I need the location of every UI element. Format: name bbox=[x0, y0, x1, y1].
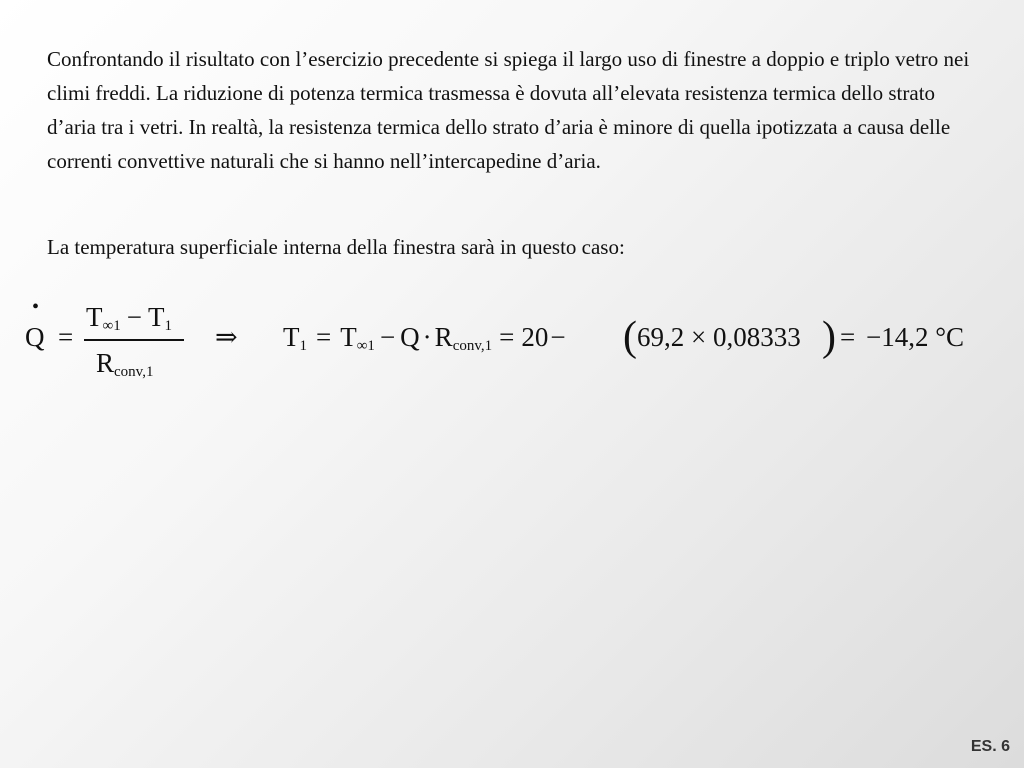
q-symbol: Q bbox=[25, 322, 45, 352]
rhs-q-symbol: Q bbox=[400, 322, 420, 352]
fraction-numerator bbox=[86, 304, 172, 334]
t-inf-subscript: ∞1 bbox=[102, 318, 121, 334]
cdot: · bbox=[422, 322, 432, 352]
rhs-r-symbol: R bbox=[434, 322, 453, 352]
rhs-expression bbox=[283, 324, 568, 354]
value-20: 20 bbox=[521, 322, 549, 352]
slide-number-label: ES. 6 bbox=[970, 738, 1010, 755]
rhs-r-subscript: conv,1 bbox=[452, 338, 493, 354]
result-value: −14,2 °C bbox=[866, 322, 965, 352]
rhs-t1-subscript: 1 bbox=[299, 338, 307, 354]
minus-sign-3: − bbox=[550, 322, 566, 352]
minus-sign: − bbox=[126, 302, 142, 332]
rhs-t1-symbol: T bbox=[283, 322, 300, 352]
q-dot-mark: • bbox=[32, 296, 40, 318]
paren-close: ) bbox=[822, 314, 836, 360]
minus-sign-2: − bbox=[379, 322, 396, 352]
paren-open: ( bbox=[623, 314, 637, 360]
fraction-bar bbox=[84, 339, 184, 341]
paragraph-explanation: Confrontando il risultato con l’esercizio precedente si spiega il largo uso di finestre a doppio e triplo vetro nei climi freddi. La riduzione di potenza termica trasmessa è dovuta all’elevata resistenza termica dello strato d’aria tra i vetri. In realtà, la resistenza termica dello strato d’aria è minore di quella ipotizzata a causa delle correnti convettive naturali che si hanno nell’intercapedine d’aria. bbox=[47, 47, 970, 173]
fraction-denominator bbox=[96, 350, 153, 380]
product-expression: 69,2 × 0,08333 bbox=[637, 322, 801, 352]
equals-sign-3: = bbox=[499, 322, 515, 352]
t1-symbol: T bbox=[147, 302, 165, 332]
t1-subscript: 1 bbox=[164, 318, 172, 334]
equals-sign-2: = bbox=[316, 322, 332, 352]
r-symbol: R bbox=[96, 348, 115, 378]
equals-sign-4: = bbox=[840, 322, 856, 352]
equals-sign-1: = bbox=[58, 322, 74, 352]
t-inf-symbol: T bbox=[86, 302, 103, 332]
rhs-tinf-symbol: T bbox=[340, 322, 357, 352]
implies-arrow: ⇒ bbox=[215, 322, 238, 352]
rhs-tinf-subscript: ∞1 bbox=[356, 338, 375, 354]
paragraph-intro-equation: La temperatura superficiale interna della finestra sarà in questo caso: bbox=[47, 235, 625, 259]
r-subscript: conv,1 bbox=[114, 364, 154, 380]
